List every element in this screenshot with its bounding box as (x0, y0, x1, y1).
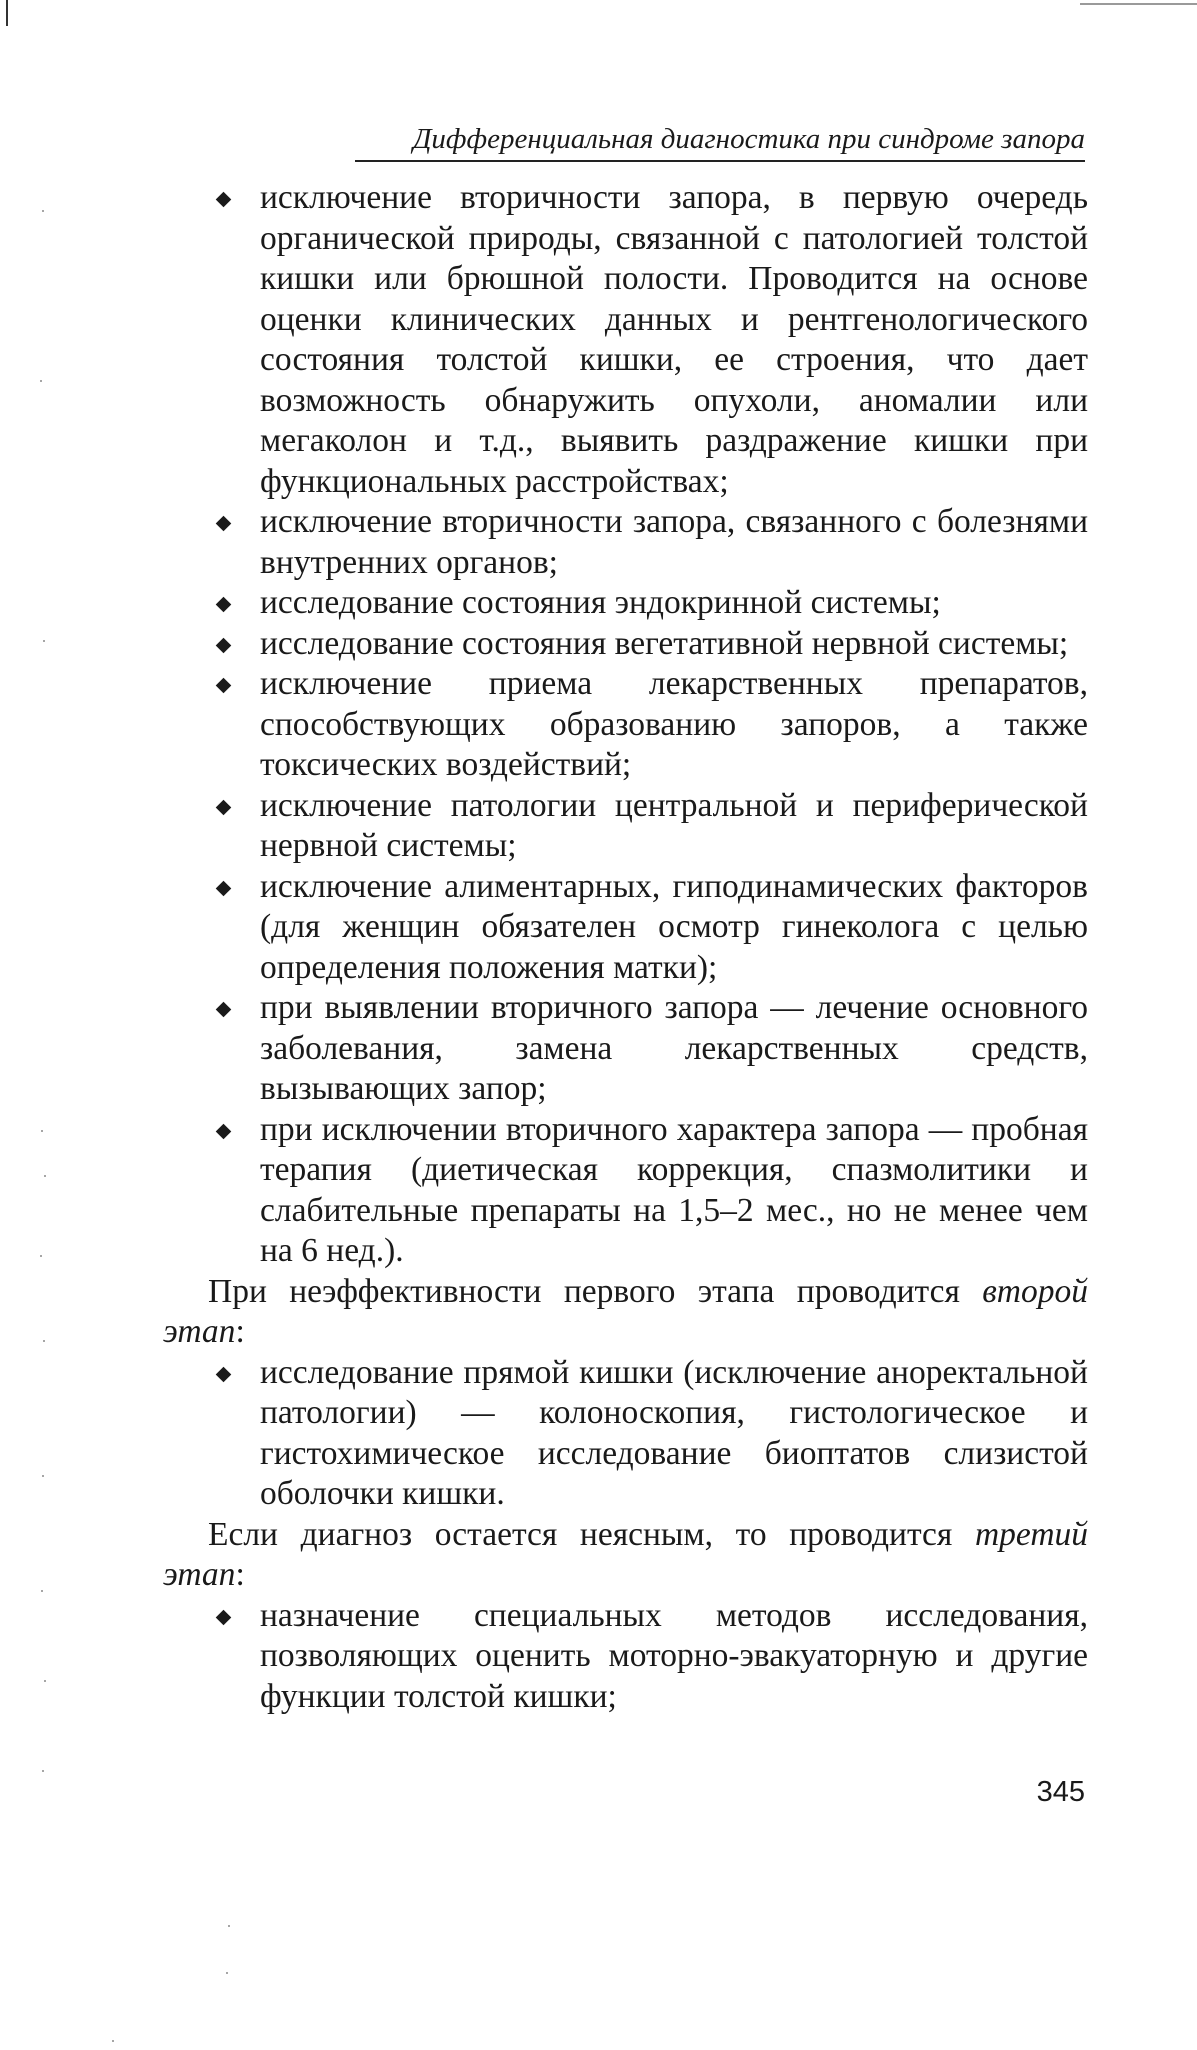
second-stage-emphasis: второй этап (163, 1272, 1088, 1350)
list-item-text: при исключении вторичного характера запора — пробная терапия (диетическая коррекция, спазмолитики и слабительные препараты на 1,5–2 мес., но не менее чем на 6 нед.). (260, 1110, 1088, 1269)
second-stage-colon: : (235, 1313, 245, 1350)
third-stage-colon: : (235, 1556, 245, 1593)
list-item-text: исследование прямой кишки (исключение аноректальной патологии) — колоноскопия, гистологическое и гистохимическое исследование биоптатов слизистой оболочки кишки. (260, 1353, 1088, 1512)
scan-speck (44, 1175, 46, 1177)
diamond-bullet-icon (216, 1609, 232, 1625)
list-item-text: исключение вторичности запора, связанного с болезнями внутренних органов; (260, 503, 1088, 581)
diamond-bullet-icon (216, 1366, 232, 1382)
list-item (163, 1596, 1088, 1718)
scan-speck (42, 1475, 44, 1477)
page-body (163, 178, 1088, 1717)
scan-margin-mark (6, 0, 8, 26)
list-item (163, 786, 1088, 867)
list-item-text: назначение специальных методов исследования, позволяющих оценить моторно-эвакуаторную и другие функции толстой кишки; (260, 1596, 1088, 1715)
diamond-bullet-icon (216, 1002, 232, 1018)
list-item (163, 178, 1088, 502)
scan-speck (40, 1255, 42, 1257)
list-item (163, 1110, 1088, 1272)
page-number: 345 (1036, 1776, 1085, 1808)
diamond-bullet-icon (216, 516, 232, 532)
list-item-text: исследование состояния эндокринной системы; (260, 584, 941, 621)
scan-speck (112, 2040, 114, 2042)
first-stage-list (163, 178, 1088, 1272)
scan-speck (44, 1680, 46, 1682)
third-stage-paragraph (163, 1515, 1088, 1596)
second-stage-intro: При неэффективности первого этапа проводится (208, 1272, 960, 1310)
list-item (163, 988, 1088, 1110)
second-stage-list (163, 1353, 1088, 1515)
scan-speck (41, 1590, 43, 1592)
list-item-text: исключение патологии центральной и периферической нервной системы; (260, 786, 1088, 864)
scan-speck (43, 1340, 45, 1342)
diamond-bullet-icon (216, 880, 232, 896)
third-stage-emphasis: третий этап (163, 1515, 1089, 1593)
scan-speck (42, 210, 44, 212)
list-item (163, 624, 1088, 665)
list-item-text: исключение приема лекарственных препаратов, способствующих образованию запоров, а также токсических воздействий; (260, 665, 1088, 783)
list-item (163, 1353, 1088, 1515)
list-item (163, 664, 1088, 786)
list-item (163, 867, 1088, 989)
scan-speck (43, 640, 45, 642)
diamond-bullet-icon (216, 678, 232, 694)
scan-speck (41, 1130, 43, 1132)
diamond-bullet-icon (216, 637, 232, 653)
list-item-text: исследование состояния вегетативной нервной системы; (260, 624, 1069, 662)
third-stage-intro: Если диагноз остается неясным, то проводится (208, 1515, 953, 1553)
third-stage-list (163, 1596, 1088, 1718)
list-item (163, 583, 1088, 624)
list-item (163, 502, 1088, 583)
diamond-bullet-icon (216, 799, 232, 815)
running-head: Дифференциальная диагностика при синдроме запора (355, 122, 1085, 162)
scan-speck (226, 1972, 228, 1974)
second-stage-paragraph (163, 1272, 1088, 1353)
scan-corner-rule (1080, 3, 1197, 5)
scan-speck (42, 1770, 44, 1772)
list-item-text: исключение вторичности запора, в первую очередь органической природы, связанной с патологией толстой кишки или брюшной полости. Проводится на основе оценки клинических данных и рентгенологического состояния толстой кишки, ее строения, что дает возможность обнаружить опухоли, аномалии или мегаколон и т.д., выявить раздражение кишки при функциональных расстройствах; (260, 179, 1088, 500)
list-item-text: исключение алиментарных, гиподинамических факторов (для женщин обязателен осмотр гинеколога с целью определения положения матки); (260, 867, 1088, 986)
diamond-bullet-icon (216, 1123, 232, 1139)
list-item-text: при выявлении вторичного запора — лечение основного заболевания, замена лекарственных средств, вызывающих запор; (260, 989, 1088, 1107)
diamond-bullet-icon (216, 597, 232, 613)
scan-speck (228, 1925, 230, 1927)
scan-speck (40, 380, 42, 382)
diamond-bullet-icon (216, 192, 232, 208)
